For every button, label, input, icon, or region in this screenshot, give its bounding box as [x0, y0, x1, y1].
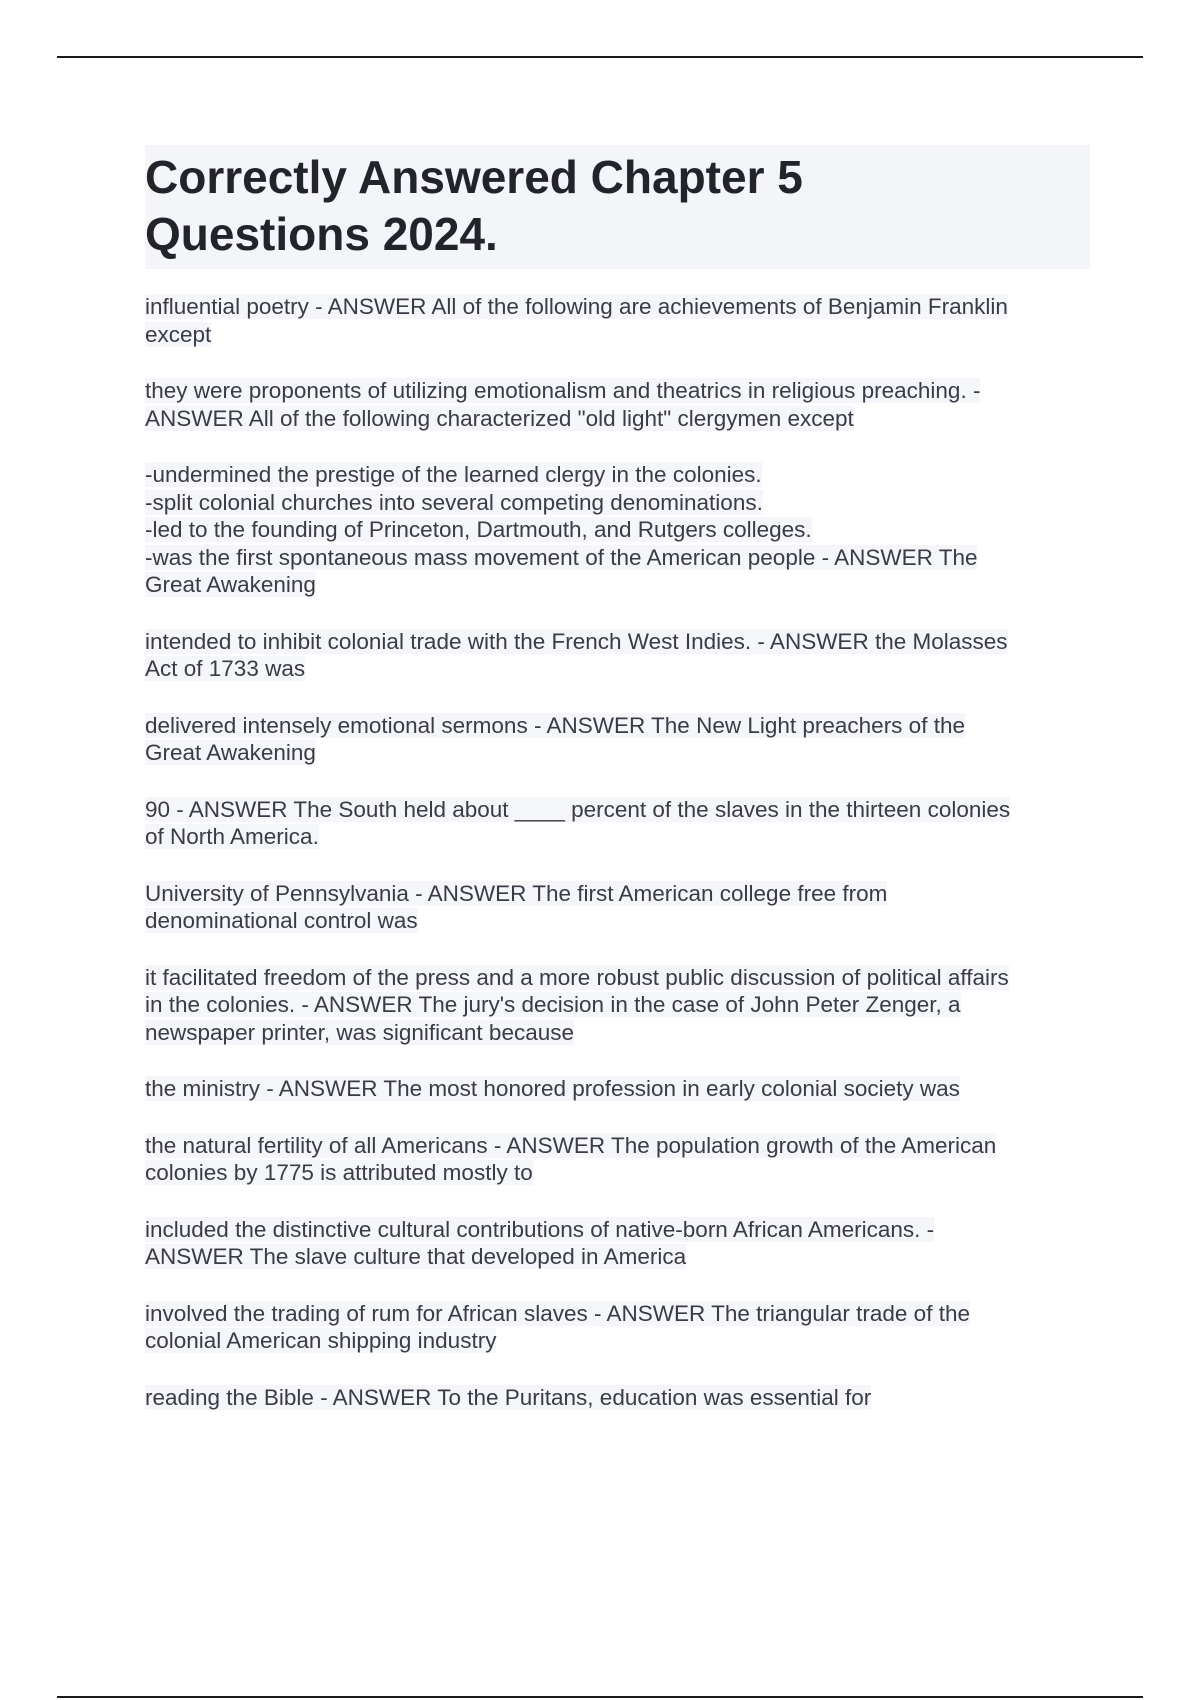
qa-item	[145, 964, 1090, 1047]
bottom-rule	[57, 1696, 1143, 1698]
document-title: Correctly Answered Chapter 5 Questions 2024.	[145, 151, 803, 260]
qa-text: intended to inhibit colonial trade with the French West Indies. - ANSWER the Molasses Act of 1733 was	[145, 628, 1008, 681]
qa-item	[145, 293, 1090, 348]
qa-item	[145, 1132, 1090, 1187]
qa-text: delivered intensely emotional sermons - ANSWER The New Light preachers of the Great Awakening	[145, 712, 965, 765]
qa-text: the ministry - ANSWER The most honored profession in early colonial society was	[145, 1076, 960, 1101]
qa-text: reading the Bible - ANSWER To the Puritans, education was essential for	[145, 1384, 872, 1410]
qa-text: -undermined the prestige of the learned clergy in the colonies. -split colonial churches into several competing denominations. -led to the founding of Princeton, Dartmouth, and Rutgers colleges. -was the first spontaneous mass movement of the American people - ANSWER The Great Awakening	[145, 462, 978, 597]
top-rule	[57, 56, 1143, 58]
qa-text: 90 - ANSWER The South held about ____ percent of the slaves in the thirteen colonies of North America.	[145, 796, 1011, 849]
document-page	[145, 145, 1090, 1440]
qa-text: University of Pennsylvania - ANSWER The first American college free from denominational control was	[145, 880, 888, 933]
qa-text: involved the trading of rum for African slaves - ANSWER The triangular trade of the colonial American shipping industry	[145, 1300, 970, 1353]
title-block	[145, 145, 1090, 269]
qa-item	[145, 628, 1090, 683]
qa-text: it facilitated freedom of the press and a more robust public discussion of political affairs in the colonies. - ANSWER The jury's decision in the case of John Peter Zenger, a newspaper printer, was significant because	[145, 964, 1009, 1045]
qa-item	[145, 377, 1090, 432]
qa-item	[145, 1300, 1090, 1355]
qa-item	[145, 1075, 1090, 1103]
qa-text: they were proponents of utilizing emotionalism and theatrics in religious preaching. - ANSWER All of the following characterized "old light" clergymen except	[145, 378, 981, 431]
qa-item	[145, 712, 1090, 767]
qa-text: included the distinctive cultural contributions of native-born African Americans. - ANSWER The slave culture that developed in America	[145, 1216, 935, 1269]
qa-text: influential poetry - ANSWER All of the following are achievements of Benjamin Franklin except	[145, 294, 1008, 347]
qa-item	[145, 461, 1090, 599]
qa-list	[145, 293, 1090, 1411]
qa-item	[145, 796, 1090, 851]
qa-item	[145, 1384, 1090, 1412]
qa-text: the natural fertility of all Americans - ANSWER The population growth of the American colonies by 1775 is attributed mostly to	[145, 1132, 997, 1185]
qa-item	[145, 1216, 1090, 1271]
qa-item	[145, 880, 1090, 935]
